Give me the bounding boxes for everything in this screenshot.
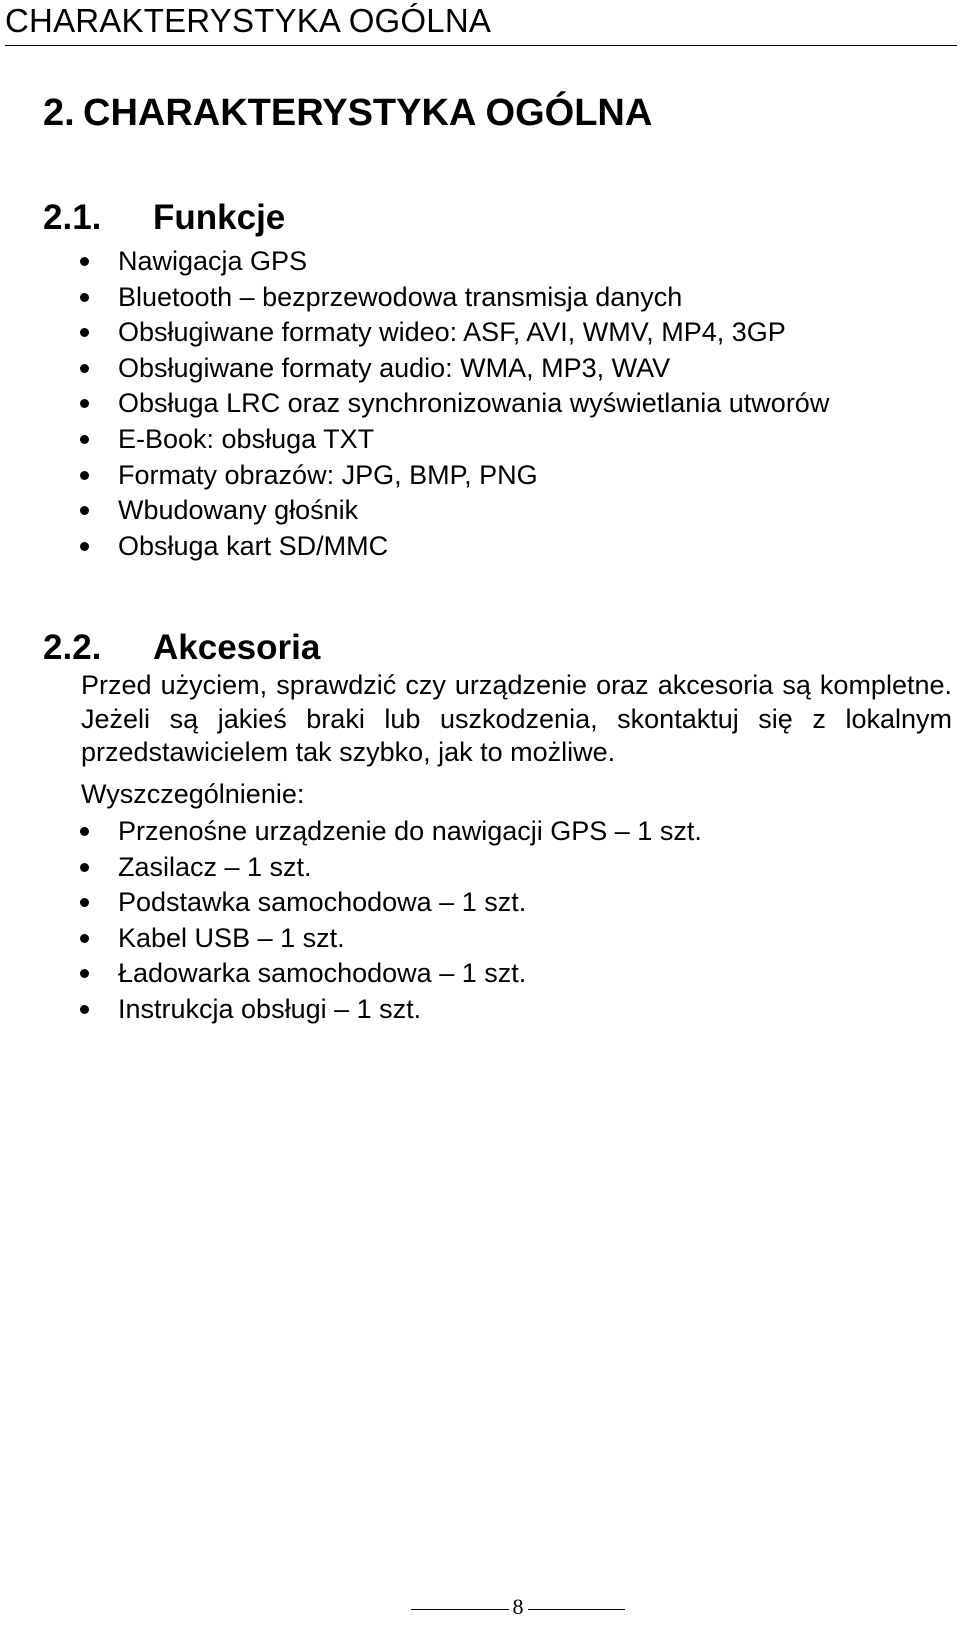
running-header: CHARAKTERYSTYKA OGÓLNA [5, 2, 492, 39]
list-item [0, 458, 829, 494]
bullet-icon [80, 969, 89, 978]
functions-list [0, 244, 829, 564]
list-item [0, 422, 829, 458]
section-title-text: Funkcje [153, 198, 286, 237]
list-item-text: Wbudowany głośnik [118, 495, 359, 526]
list-item [0, 921, 702, 957]
bullet-icon [80, 542, 89, 551]
list-item-text: Zasilacz – 1 szt. [118, 851, 312, 882]
list-item [0, 244, 829, 280]
bullet-icon [80, 328, 89, 337]
page-number [411, 1594, 625, 1620]
list-item-text: Obsługa kart SD/MMC [118, 530, 389, 561]
bullet-icon [80, 1005, 89, 1014]
list-item-text: E-Book: obsługa TXT [118, 423, 375, 454]
list-item-text: Przenośne urządzenie do nawigacji GPS – 1 szt. [118, 816, 702, 846]
list-item [0, 493, 829, 529]
bullet-icon [80, 898, 89, 907]
bullet-icon [80, 827, 89, 836]
list-item-text: Podstawka samochodowa – 1 szt. [118, 887, 527, 918]
list-item-text: Obsługa LRC oraz synchronizowania wyświetlania utworów [118, 388, 830, 419]
accessories-paragraph: Przed użyciem, sprawdzić czy urządzenie oraz akcesoria są kompletne. Jeżeli są jakieś braki lub uszkodzenia, skontaktuj się z lokalnym przedstawicielem tak szybko, jak to możliwe. [81, 670, 952, 767]
list-item [0, 956, 702, 992]
list-item-text: Kabel USB – 1 szt. [118, 922, 345, 953]
accessories-list [0, 814, 702, 1028]
section-number: 2.1. [43, 198, 102, 237]
section-title-functions [43, 198, 285, 238]
list-item [0, 351, 829, 387]
list-item-text: Formaty obrazów: JPG, BMP, PNG [118, 459, 538, 490]
list-item-text: Bluetooth – bezprzewodowa transmisja danych [118, 281, 683, 312]
bullet-icon [80, 934, 89, 943]
bullet-icon [80, 293, 89, 302]
section-title-accessories [43, 628, 320, 668]
list-item-text: Obsługiwane formaty audio: WMA, MP3, WAV [118, 352, 671, 383]
list-item-text: Ładowarka samochodowa – 1 szt. [118, 958, 527, 989]
list-item [0, 529, 829, 565]
list-item [0, 280, 829, 316]
list-item [0, 992, 702, 1028]
list-item [0, 814, 702, 850]
chapter-title-text: CHARAKTERYSTYKA OGÓLNA [83, 92, 653, 134]
bullet-icon [80, 364, 89, 373]
page-footer [411, 1586, 625, 1626]
accessories-list-heading: Wyszczególnienie: [81, 779, 305, 809]
list-item-text: Obsługiwane formaty wideo: ASF, AVI, WMV, MP4, 3GP [118, 317, 786, 348]
bullet-icon [80, 257, 89, 266]
section-title-text: Akcesoria [153, 628, 321, 667]
list-item [0, 850, 702, 886]
list-item [0, 386, 829, 422]
bullet-icon [80, 506, 89, 515]
bullet-icon [80, 399, 89, 408]
bullet-icon [80, 863, 89, 872]
list-item-text: Instrukcja obsługi – 1 szt. [118, 993, 422, 1024]
list-item [0, 315, 829, 351]
section-number: 2.2. [43, 628, 102, 667]
page-number-text: 8 [509, 1594, 528, 1619]
chapter-number: 2. [43, 92, 75, 134]
bullet-icon [80, 435, 89, 444]
header-rule [5, 45, 957, 46]
chapter-title [43, 92, 652, 135]
list-item [0, 885, 702, 921]
bullet-icon [80, 471, 89, 480]
list-item-text: Nawigacja GPS [118, 246, 308, 276]
